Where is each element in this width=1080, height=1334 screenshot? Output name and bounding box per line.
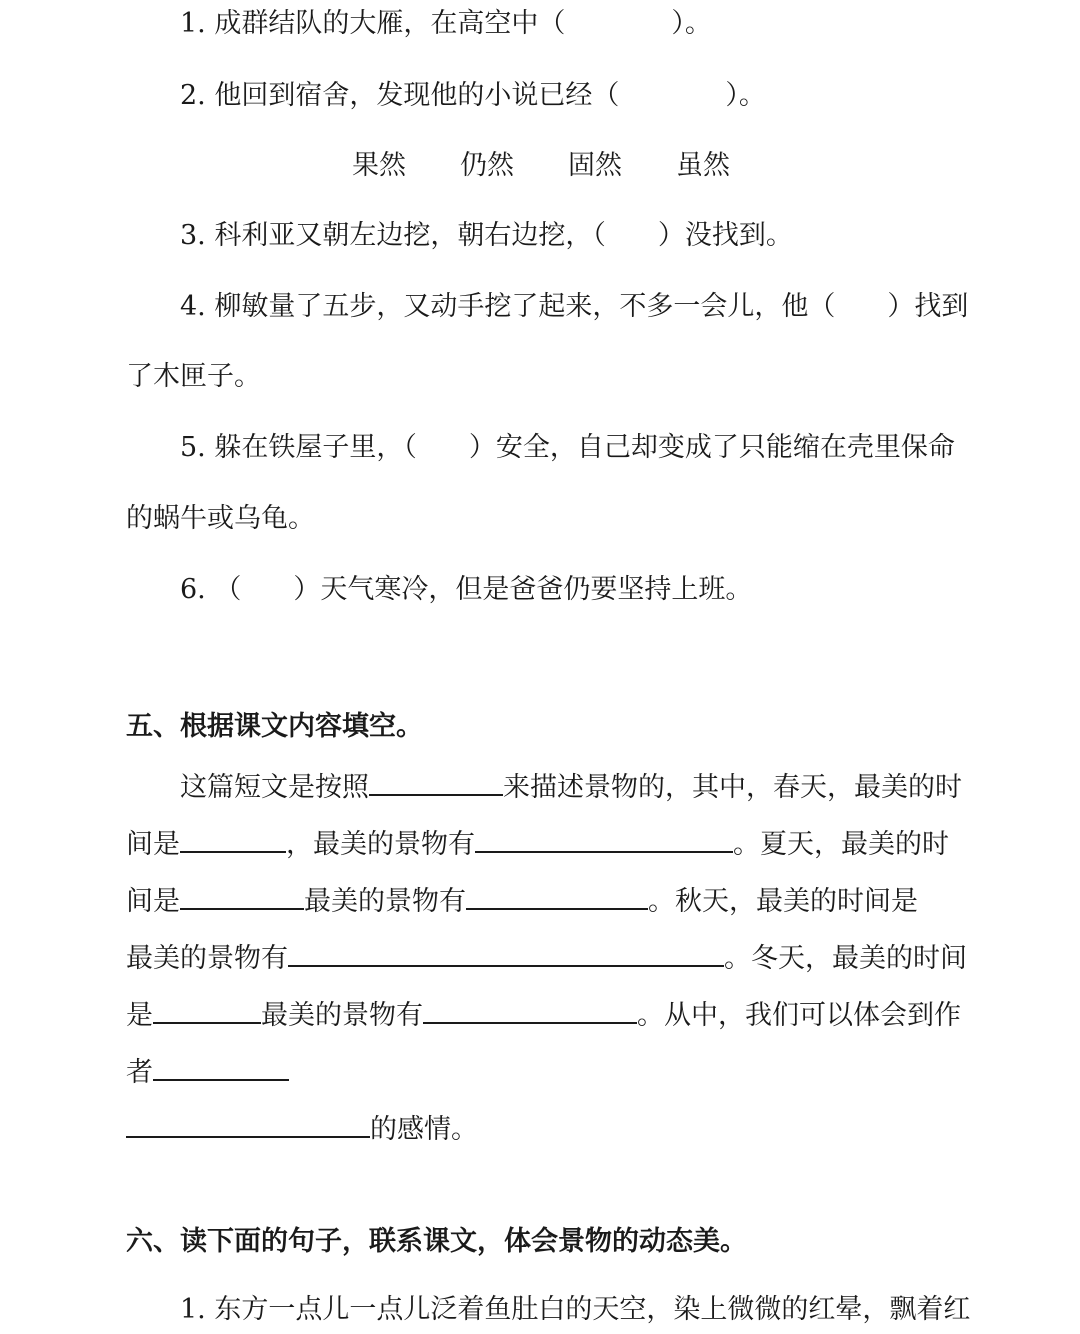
fill-paragraph-line-2 — [126, 823, 949, 863]
question-3-end: ）没找到。 — [657, 220, 793, 251]
option-word: 果然 — [352, 150, 406, 181]
fill-blank-author-feeling[interactable] — [153, 1051, 289, 1081]
question-5-text: 5. 躲在铁屋子里，（ — [180, 432, 417, 463]
fill-blank-summer-scenery[interactable] — [466, 880, 648, 910]
fill-text: ，最美的景物有 — [286, 829, 475, 860]
option-word: 仍然 — [460, 150, 514, 181]
question-1-text: 1. 成群结队的大雁，在高空中（ — [180, 8, 566, 39]
fill-text: 最美的景物有 — [126, 943, 288, 974]
question-4-text: 4. 柳敏量了五步，又动手挖了起来，不多一会儿，他（ — [180, 291, 836, 322]
fill-text: 间是 — [126, 886, 180, 917]
question-5-continued: 的蜗牛或乌龟。 — [126, 503, 315, 534]
fill-blank-summer-time[interactable] — [180, 880, 304, 910]
fill-blank-order[interactable] — [369, 766, 503, 796]
fill-text: 最美的景物有 — [261, 1000, 423, 1031]
question-4-continued: 了木匣子。 — [126, 361, 261, 392]
fill-blank-author-feeling-cont[interactable] — [126, 1108, 370, 1138]
fill-text: 这篇短文是按照 — [180, 772, 369, 803]
fill-paragraph-line-3 — [126, 880, 918, 920]
question-2-text: 2. 他回到宿舍，发现他的小说已经（ — [180, 80, 620, 111]
fill-text: 的感情。 — [370, 1114, 478, 1145]
fill-blank-autumn-scenery[interactable] — [288, 937, 724, 967]
fill-text: 者 — [126, 1057, 153, 1088]
question-1-end: ）。 — [671, 8, 712, 39]
fill-paragraph-line-1 — [180, 766, 962, 806]
fill-text: 来描述景物的，其中，春天，最美的时 — [503, 772, 962, 803]
question-3 — [180, 218, 793, 254]
fill-text: 。夏天，最美的时 — [733, 829, 949, 860]
question-5 — [180, 430, 955, 466]
question-2 — [180, 78, 766, 114]
question-5-end: ）安全，自己却变成了只能缩在壳里保命 — [468, 432, 955, 463]
option-word: 固然 — [568, 150, 622, 181]
fill-blank-winter-scenery[interactable] — [423, 994, 637, 1024]
fill-paragraph-line-4 — [126, 937, 967, 977]
fill-text: 。秋天，最美的时间是 — [648, 886, 918, 917]
section-5-heading: 五、根据课文内容填空。 — [126, 711, 423, 742]
question-4 — [180, 289, 968, 325]
question-2-end: ）。 — [725, 80, 766, 111]
question-4-end: ）找到 — [887, 291, 969, 322]
fill-blank-spring-scenery[interactable] — [475, 823, 733, 853]
question-6 — [180, 572, 752, 608]
fill-text: 是 — [126, 1000, 153, 1031]
question-3-text: 3. 科利亚又朝左边挖，朝右边挖，（ — [180, 220, 606, 251]
fill-text: 间是 — [126, 829, 180, 860]
question-6-end: ）天气寒冷，但是爸爸仍要坚持上班。 — [293, 574, 753, 605]
fill-blank-spring-time[interactable] — [180, 823, 286, 853]
fill-blank-winter-time[interactable] — [153, 994, 261, 1024]
fill-paragraph-line-6 — [126, 1051, 289, 1091]
fill-paragraph-line-5 — [126, 994, 961, 1034]
section-6-heading: 六、读下面的句子，联系课文，体会景物的动态美。 — [126, 1226, 747, 1257]
fill-paragraph-line-7 — [126, 1108, 478, 1148]
question-1 — [180, 6, 712, 42]
fill-text: 。冬天，最美的时间 — [724, 943, 967, 974]
fill-text: 最美的景物有 — [304, 886, 466, 917]
sentence-1: 1. 东方一点儿一点儿泛着鱼肚白的天空，染上微微的红晕，飘着红 — [180, 1294, 971, 1325]
question-6-text: 6. （ — [180, 574, 242, 605]
fill-text: 。从中，我们可以体会到作 — [637, 1000, 961, 1031]
option-word: 虽然 — [676, 150, 730, 181]
